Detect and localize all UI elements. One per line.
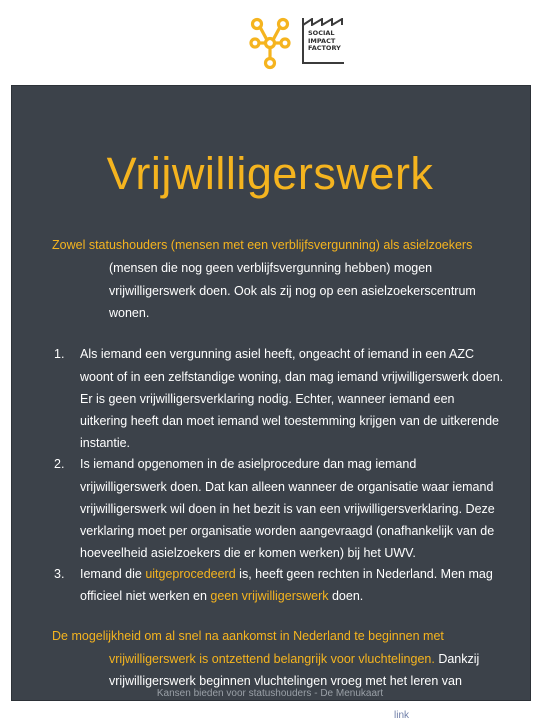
item-2-line-4: verklaring moet per organisatie worden aangevraagd (onafhankelijk van de	[80, 524, 495, 538]
intro-line-2: (mensen die nog geen verblijfsvergunning hebben) mogen	[109, 261, 433, 275]
item-1-line-5: instantie.	[80, 436, 131, 450]
item-2-number: 2.	[54, 457, 65, 471]
item-2-line-1: Is iemand opgenomen in de asielprocedure dan mag iemand	[80, 457, 417, 471]
intro-line-3: vrijwilligerswerk doen. Ook als zij nog op een asielzoekerscentrum	[109, 284, 476, 298]
intro-line-1: Zowel statushouders (mensen met een verblijfsvergunning) als asielzoekers	[52, 238, 473, 252]
item-1-line-1: Als iemand een vergunning asiel heeft, ongeacht of iemand in een AZC	[80, 347, 475, 361]
geen-vrijwilligerswerk-highlight: geen vrijwilligerswerk	[210, 589, 329, 603]
item-3-line-2-c: doen.	[328, 589, 364, 603]
footer-note: Kansen bieden voor statushouders - De Menukaart	[156, 688, 384, 699]
item-2-line-5: hoeveelheid asielzoekers die er komen werken) bij het UWV.	[80, 546, 416, 560]
closing-line-2-b: Dankzij	[434, 652, 480, 666]
flower-logo-icon	[248, 16, 292, 70]
item-1-line-2: woont of in een zelfstandige woning, dan mag iemand vrijwilligerswerk doen.	[80, 370, 504, 384]
item-2-line-3: vrijwilligerswerk wil doen in het bezit is van een vrijwilligersverklaring. Deze	[80, 502, 495, 516]
item-1-line-4: uitkering heeft dan moet iemand wel toestemming krijgen van de uitkerende	[80, 414, 499, 428]
item-3-line-1-c: is, heeft geen rechten in Nederland. Men mag	[235, 567, 493, 581]
item-1-number: 1.	[54, 347, 65, 361]
item-3-line-2	[80, 588, 363, 604]
intro-line-4: wonen.	[109, 306, 150, 320]
brand-line-1: SOCIAL	[308, 29, 335, 37]
closing-line-2	[109, 651, 479, 667]
item-3-line-1	[80, 566, 493, 582]
item-3-number: 3.	[54, 567, 65, 581]
social-impact-factory-logo	[302, 18, 344, 64]
brand-name	[308, 30, 344, 53]
footer-link[interactable]: link	[394, 710, 410, 721]
closing-line-1: De mogelijkheid om al snel na aankomst in Nederland te beginnen met	[52, 629, 444, 643]
page-title: Vrijwilligerswerk	[106, 148, 434, 199]
item-2-line-2: vrijwilligerswerk doen. Dat kan alleen wanneer de organisatie waar iemand	[80, 480, 494, 494]
brand-line-2: IMPACT	[308, 36, 336, 45]
page-header	[0, 0, 540, 80]
item-3-line-1-a: Iemand die	[80, 567, 146, 581]
item-1-line-3: Er is geen vrijwilligersverklaring nodig. Echter, wanneer iemand een	[80, 392, 455, 406]
item-3-line-2-a: officieel niet werken en	[80, 589, 211, 603]
brand-line-3: FACTORY	[308, 44, 341, 52]
closing-line-2-a: vrijwilligerswerk is ontzettend belangrijk voor vluchtelingen.	[109, 652, 435, 666]
closing-line-3: vrijwilligerswerk beginnen vluchtelingen vroeg met het leren van	[109, 674, 462, 688]
uitgeprocedeerd-highlight: uitgeprocedeerd	[145, 567, 236, 581]
factory-roof-icon	[302, 18, 344, 26]
